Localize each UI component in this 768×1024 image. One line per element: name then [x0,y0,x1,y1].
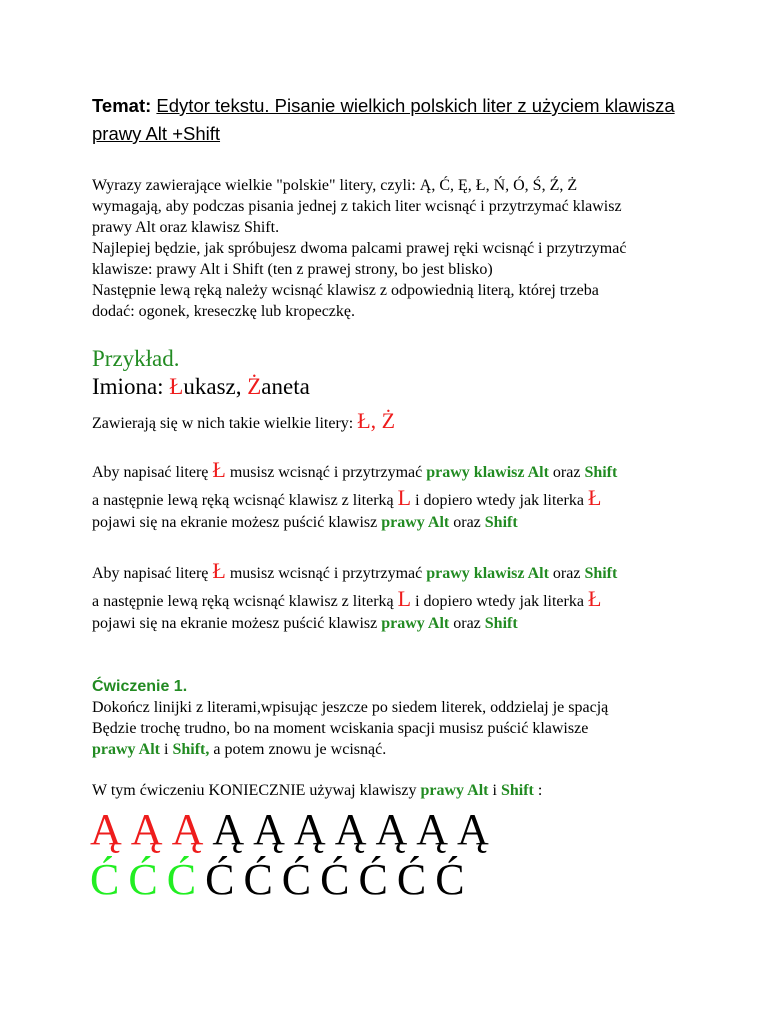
name2-rest: aneta [261,374,310,399]
page-title [92,92,692,148]
practice-letter: Ć [281,855,312,904]
intro-line-5: klawisze: prawy Alt i Shift (ten z prawej strony, bo jest blisko) [92,261,493,278]
title-text: Edytor tekstu. Pisanie wielkich polskich liter z użyciem klawisza prawy Alt +Shift [92,95,675,144]
exercise-note [92,780,542,801]
instruction-line-1 [92,559,617,586]
practice-letter: Ć [90,855,120,904]
text: W tym ćwiczeniu KONIECZNIE używaj klawiszy [92,782,421,799]
text: Aby napisać literę [92,565,213,582]
key-name: prawy Alt [420,782,489,799]
text: i [160,741,173,758]
example-heading: Przykład. [92,346,180,371]
letter-l-stroke: Ł [212,558,226,583]
text: i [488,782,501,799]
practice-letter: Ą [293,805,326,854]
text: oraz [548,464,585,481]
instruction-line-2 [92,586,601,615]
key-name: prawy klawisz Alt [426,565,549,582]
letter-l: L [397,485,412,510]
letter-l-stroke: Ł [587,485,602,510]
practice-letter: Ą [416,805,449,854]
practice-letter: Ć [320,855,350,904]
practice-letter: Ć [396,855,427,904]
name1-rest: ukasz, [183,374,248,399]
exercise-line-1: Dokończ linijki z literami,wpisując jeszcze po siedem literek, oddzielaj je spacją [92,699,609,716]
exercise-line-2: Będzie trochę trudno, bo na moment wciskania spacji musisz puścić klawisze [92,720,589,737]
name2-first-letter: Ż [247,374,262,399]
contains-text: Zawierają się w nich takie wielkie litery: [92,415,358,432]
text: pojawi się na ekranie możesz puścić klawisz [92,514,382,531]
text: a następnie lewą ręką wcisnąć klawisz z literką [92,593,398,610]
key-name: Shift [584,565,618,582]
text: pojawi się na ekranie możesz puścić klawisz [92,615,382,632]
letter-row-c-acute [90,856,474,904]
practice-letter: Ą [375,805,408,854]
practice-letter: Ą [334,805,367,854]
text: a następnie lewą ręką wcisnąć klawisz z literką [92,492,398,509]
letter-row-a-ogonek [90,806,498,854]
intro-line-1: Wyrazy zawierające wielkie "polskie" litery, czyli: Ą, Ć, Ę, Ł, Ń, Ó, Ś, Ź, Ż [92,177,578,194]
key-name: prawy Alt [381,615,450,632]
key-name: prawy klawisz Alt [426,464,549,481]
practice-letter: Ć [128,855,158,904]
practice-letter: Ą [457,805,489,854]
example-names [92,373,310,401]
intro-line-3: prawy Alt oraz klawisz Shift. [92,219,280,236]
key-name: Shift [584,464,618,481]
letter-l-stroke: Ł [212,457,226,482]
practice-letter: Ą [130,805,163,854]
text: musisz wcisnąć i przytrzymać [225,565,427,582]
key-name: Shift [500,782,534,799]
practice-letter: Ą [90,805,122,854]
text: oraz [548,565,585,582]
key-name: Shift [484,514,518,531]
instruction-line-3 [92,512,518,533]
practice-letter: Ą [253,805,285,854]
practice-letter: Ć [243,855,273,904]
text: Aby napisać literę [92,464,213,481]
text: musisz wcisnąć i przytrzymać [225,464,427,481]
contains-line [92,408,395,437]
exercise-line-3 [92,739,386,760]
practice-letter: Ć [435,855,465,904]
letter-l-stroke: Ł [587,586,602,611]
intro-line-4: Najlepiej będzie, jak spróbujesz dwoma palcami prawej ręki wcisnąć i przytrzymać [92,240,627,257]
practice-letter: Ą [212,805,245,854]
text: : [533,782,543,799]
names-label: Imiona: [92,374,170,399]
intro-line-6: Następnie lewą ręką należy wcisnąć klawisz z odpowiednią literą, której trzeba [92,282,599,299]
text: i dopiero wtedy jak literka [411,593,588,610]
key-name: Shift [484,615,518,632]
practice-letter: Ć [205,855,235,904]
name1-first-letter: Ł [169,374,184,399]
title-label: Temat: [92,95,152,116]
text: a potem znowu je wcisnąć. [209,741,387,758]
key-name: prawy Alt [92,741,160,758]
exercise-title: Ćwiczenie 1. [92,678,188,695]
instruction-line-2 [92,485,601,514]
text: oraz [449,514,485,531]
intro-line-2: wymagają, aby podczas pisania jednej z takich liter wcisnąć i przytrzymać klawisz [92,198,622,215]
contains-letters: Ł, Ż [357,408,396,433]
key-name: prawy Alt [381,514,450,531]
intro-line-7: dodać: ogonek, kreseczkę lub kropeczkę. [92,303,355,320]
text: i dopiero wtedy jak literka [411,492,588,509]
key-name: Shift, [172,741,210,758]
letter-l: L [397,586,412,611]
practice-letter: Ą [171,805,204,854]
practice-letter: Ć [358,855,388,904]
instruction-line-3 [92,613,518,634]
instruction-line-1 [92,458,617,485]
text: oraz [449,615,485,632]
practice-letter: Ć [166,855,197,904]
